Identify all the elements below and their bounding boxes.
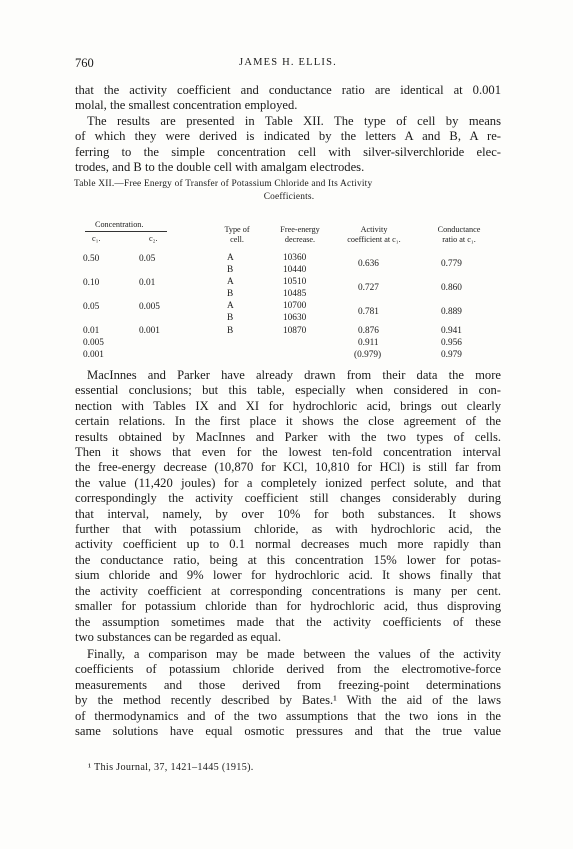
text-line: of thermodynamics and of the two assumptions that the two ions in the [75,708,501,723]
text-line: two substances can be regarded as equal. [75,629,281,644]
text-line: MacInnes and Parker have already drawn from their data the more [87,368,501,382]
text-line: essential conclusions; but this table, especially when considered in con- [75,383,501,398]
text-line: certain relations. In the first place it shows the close agreement of the [75,414,501,429]
cell-free-energy: 10870 [283,326,307,336]
column-header-conductance: Conductance ratio at c₁. [437,225,481,244]
paragraph-1 [75,83,501,114]
cell-type: B [227,326,234,336]
cell-c2: 0.001 [139,326,160,336]
text-line: sium chloride and 9% lower for hydrochloric acid. It shows finally that [75,568,501,583]
cell-activity: 0.781 [358,307,379,317]
cell-c1: 0.001 [83,350,104,360]
paragraph-2 [75,114,501,176]
text-line: the free-energy decrease (10,870 for KCl, 10,810 for HCl) is still far from [75,460,501,475]
cell-c2: 0.05 [139,254,156,264]
text-line: measurements and those derived from freezing-point determinations [75,677,501,692]
text-line: the value (11,420 joules) for a completely ionized perfect solute, and that [75,475,501,490]
text-line: trodes, and B to the double cell with amalgam electrodes. [75,160,365,175]
cell-type: A [227,301,234,311]
cell-conductance: 0.889 [441,307,462,317]
running-head: JAMES H. ELLIS. [239,57,337,68]
cell-c1: 0.10 [83,278,100,288]
text-line: that interval, namely, by over 10% for both substances. It shows [75,506,501,521]
cell-c1: 0.01 [83,326,100,336]
cell-conductance: 0.941 [441,326,462,336]
column-header-c2: c₂. [149,234,158,243]
cell-type: A [227,277,234,287]
text-line: that the activity coefficient and conductance ratio are identical at 0.001 [75,83,501,97]
text-line: The results are presented in Table XII. The type of cell by means [87,113,501,128]
cell-free-energy: 10510 [283,277,307,287]
text-line: correspondingly the activity coefficient still changes considerably during [75,491,501,506]
cell-type: A [227,253,234,263]
text-line: molal, the smallest concentration employed. [75,98,298,113]
cell-type: B [227,289,234,299]
cell-activity: 0.911 [358,338,379,348]
text-line: further that with potassium chloride, as with hydrochloric acid, the [75,522,501,537]
paragraph-3 [75,368,501,645]
text-line: of which they were derived is indicated by the letters A and B, A re- [75,129,501,144]
cell-type: B [227,265,234,275]
text-line: activity coefficient up to 0.1 normal decreases much more rapidly than [75,537,501,552]
page-number: 760 [75,56,94,70]
cell-c1: 0.005 [83,338,104,348]
text-line: coefficients of potassium chloride derived from the electromotive-force [75,662,501,677]
cell-activity: 0.727 [358,283,379,293]
cell-free-energy: 10630 [283,313,307,323]
cell-c1: 0.50 [83,254,100,264]
cell-c1: 0.05 [83,302,100,312]
column-header-type: Type of cell. [224,225,250,244]
text-line: smaller for potassium chloride than for hydrochloric acid, thus disproving [75,599,501,614]
text-line: the assumption sometimes made that the activity coefficients of these [75,614,501,629]
cell-free-energy: 10440 [283,265,307,275]
cell-activity: 0.876 [358,326,379,336]
paragraph-4 [75,647,501,739]
cell-conductance: 0.860 [441,283,462,293]
text-line: nection with Tables IX and XI for hydrochloric acid, brings out clearly [75,398,501,413]
cell-conductance: 0.979 [441,350,462,360]
footnote: ¹ This Journal, 37, 1421–1445 (1915). [88,762,254,773]
cell-activity: 0.636 [358,259,379,269]
column-header-free-energy: Free-energy decrease. [280,225,320,244]
data-table [75,220,505,360]
page-header [75,56,501,70]
text-line: Finally, a comparison may be made between the values of the activity [87,647,501,661]
text-line: by the method recently described by Bates.¹ With the aid of the laws [75,693,501,708]
cell-free-energy: 10700 [283,301,307,311]
text-line: the conductance ratio, being at this concentration 15% lower for potas- [75,552,501,567]
column-group-header: Concentration. [95,220,144,229]
text-line: same solutions have equal osmotic pressures and that the true value [75,724,501,739]
cell-type: B [227,313,234,323]
cell-conductance: 0.779 [441,259,462,269]
caption-line: Coefficients. [263,192,315,202]
cell-free-energy: 10360 [283,253,307,263]
text-line: ferring to the simple concentration cell with silver-silverchloride elec- [75,144,501,159]
cell-free-energy: 10485 [283,289,307,299]
column-header-activity: Activity coefficient at c₁. [347,225,401,244]
cell-c2: 0.005 [139,302,160,312]
text-line: results obtained by MacInnes and Parker with the two types of cells. [75,429,501,444]
column-header-c1: c₁. [92,234,101,243]
cell-activity: (0.979) [354,350,382,360]
header-rule [85,231,167,232]
cell-c2: 0.01 [139,278,156,288]
cell-conductance: 0.956 [441,338,462,348]
text-line: the activity coefficient at corresponding concentrations is many per cent. [75,583,501,598]
text-line: Then it shows that even for the lowest ten-fold concentration interval [75,445,501,460]
table-caption [74,178,504,204]
caption-line: Table XII.—Free Energy of Transfer of Potassium Chloride and Its Activity [74,179,373,189]
